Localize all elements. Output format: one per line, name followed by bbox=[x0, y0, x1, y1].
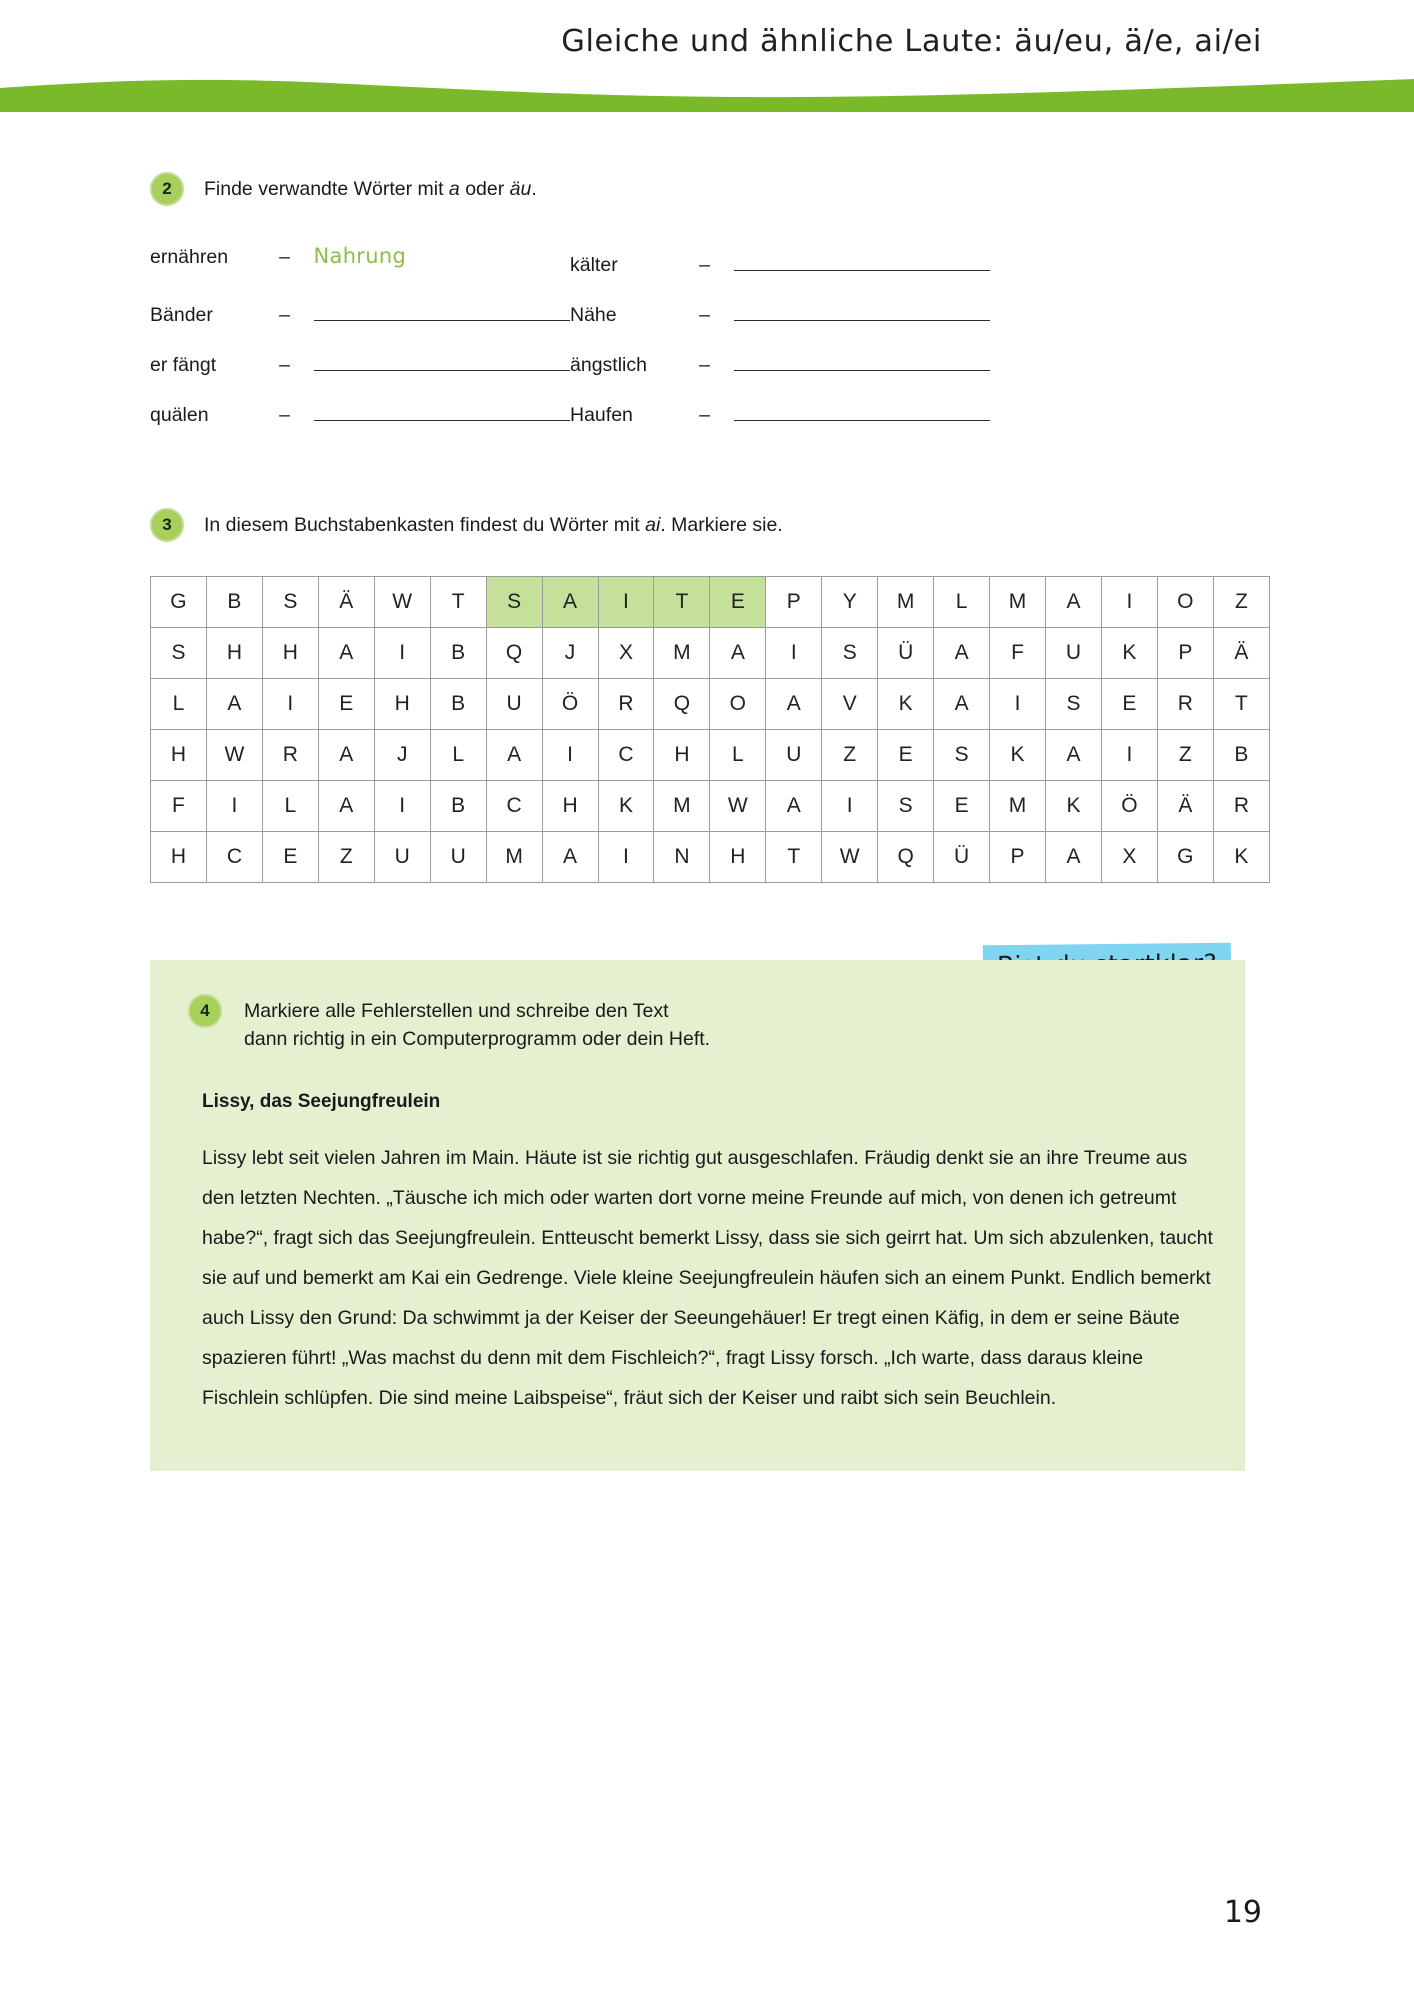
word-pair-prompt: ernähren bbox=[150, 246, 229, 268]
letter-grid-cell[interactable]: I bbox=[1101, 730, 1157, 781]
instruction-text-after: . Markiere sie. bbox=[660, 514, 783, 536]
letter-grid-cell[interactable]: G bbox=[151, 577, 207, 628]
letter-grid-cell[interactable]: E bbox=[318, 679, 374, 730]
word-pair-prompt: quälen bbox=[150, 404, 209, 426]
letter-grid-cell[interactable]: A bbox=[710, 628, 766, 679]
letter-grid-cell[interactable]: I bbox=[822, 781, 878, 832]
letter-grid-cell[interactable]: E bbox=[878, 730, 934, 781]
letter-grid-cell[interactable]: K bbox=[1213, 832, 1269, 883]
letter-grid-row bbox=[151, 832, 1270, 883]
letter-grid-cell[interactable]: A bbox=[318, 628, 374, 679]
letter-grid-cell[interactable]: I bbox=[374, 628, 430, 679]
letter-grid-cell[interactable]: A bbox=[318, 730, 374, 781]
exercise-3-instruction bbox=[204, 508, 783, 539]
letter-grid-cell[interactable]: S bbox=[486, 577, 542, 628]
letter-grid-cell[interactable]: K bbox=[598, 781, 654, 832]
letter-grid-cell[interactable]: H bbox=[206, 628, 262, 679]
letter-grid-cell[interactable]: U bbox=[430, 832, 486, 883]
letter-grid-cell[interactable]: C bbox=[486, 781, 542, 832]
letter-grid-cell[interactable]: Z bbox=[822, 730, 878, 781]
word-pair-prompt: Nähe bbox=[570, 304, 617, 326]
letter-grid-cell[interactable]: A bbox=[542, 832, 598, 883]
letter-grid-cell[interactable]: K bbox=[1046, 781, 1102, 832]
letter-grid-cell[interactable]: Q bbox=[486, 628, 542, 679]
letter-grid-cell[interactable]: W bbox=[206, 730, 262, 781]
word-pair-dash: – bbox=[699, 404, 710, 426]
letter-grid-row bbox=[151, 679, 1270, 730]
letter-grid-cell[interactable]: U bbox=[374, 832, 430, 883]
exercise-2-header bbox=[150, 172, 1270, 206]
word-pair-list bbox=[150, 244, 1270, 444]
letter-grid-cell[interactable]: A bbox=[1046, 577, 1102, 628]
letter-grid-cell[interactable]: Ä bbox=[1157, 781, 1213, 832]
word-pair-blank[interactable] bbox=[734, 244, 990, 271]
exercise-4-instruction-line2: dann richtig in ein Computerprogramm oder dein Heft. bbox=[244, 1027, 711, 1050]
word-pair-row bbox=[150, 294, 570, 344]
letter-grid-cell[interactable]: R bbox=[262, 730, 318, 781]
page-number: 19 bbox=[1223, 1895, 1262, 1930]
letter-grid-cell[interactable]: T bbox=[1213, 679, 1269, 730]
letter-grid-cell[interactable]: I bbox=[262, 679, 318, 730]
letter-grid-cell[interactable]: B bbox=[430, 679, 486, 730]
letter-grid-cell[interactable]: O bbox=[1157, 577, 1213, 628]
word-pair-answer[interactable] bbox=[314, 244, 570, 270]
letter-grid-cell[interactable]: L bbox=[262, 781, 318, 832]
exercise-4-header bbox=[188, 994, 1207, 1053]
letter-grid-cell[interactable]: S bbox=[151, 628, 207, 679]
letter-grid-cell[interactable]: A bbox=[1046, 730, 1102, 781]
letter-grid-cell[interactable]: R bbox=[1157, 679, 1213, 730]
word-pair-prompt: Bänder bbox=[150, 304, 213, 326]
letter-grid-cell[interactable]: S bbox=[878, 781, 934, 832]
letter-grid-cell[interactable]: M bbox=[654, 781, 710, 832]
letter-grid-cell[interactable]: M bbox=[990, 577, 1046, 628]
word-pair-blank[interactable] bbox=[314, 294, 570, 321]
letter-grid-cell[interactable]: L bbox=[430, 730, 486, 781]
letter-grid-cell[interactable]: A bbox=[1046, 832, 1102, 883]
letter-grid-cell[interactable]: W bbox=[710, 781, 766, 832]
letter-grid-cell[interactable]: Z bbox=[318, 832, 374, 883]
instruction-italic-a: a bbox=[448, 178, 460, 200]
letter-grid-cell[interactable]: C bbox=[206, 832, 262, 883]
letter-grid-wrapper bbox=[150, 576, 1270, 883]
letter-grid-cell[interactable]: V bbox=[822, 679, 878, 730]
letter-grid-cell[interactable]: F bbox=[990, 628, 1046, 679]
letter-grid-cell[interactable]: L bbox=[710, 730, 766, 781]
letter-grid-cell[interactable]: A bbox=[206, 679, 262, 730]
letter-grid-cell[interactable]: H bbox=[374, 679, 430, 730]
exercise-4-panel bbox=[150, 960, 1245, 1471]
word-pair-row bbox=[570, 294, 990, 344]
instruction-text-after: . bbox=[531, 178, 537, 200]
letter-grid-cell[interactable]: B bbox=[430, 781, 486, 832]
word-pair-blank[interactable] bbox=[734, 344, 990, 371]
word-pair-dash: – bbox=[279, 354, 290, 376]
letter-grid-row bbox=[151, 730, 1270, 781]
word-pair-row bbox=[150, 244, 570, 294]
letter-grid-cell[interactable]: A bbox=[542, 577, 598, 628]
word-pair-row bbox=[150, 344, 570, 394]
letter-grid-cell[interactable]: A bbox=[766, 781, 822, 832]
letter-grid-cell[interactable]: E bbox=[710, 577, 766, 628]
word-pair-dash: – bbox=[279, 404, 290, 426]
letter-grid-cell[interactable]: I bbox=[374, 781, 430, 832]
letter-grid-cell[interactable]: A bbox=[486, 730, 542, 781]
letter-grid-cell[interactable]: E bbox=[934, 781, 990, 832]
exercise-2 bbox=[150, 172, 1270, 444]
letter-grid-cell[interactable]: Ü bbox=[934, 832, 990, 883]
word-pair-blank[interactable] bbox=[314, 344, 570, 371]
letter-grid-cell[interactable]: K bbox=[990, 730, 1046, 781]
exercise-2-number: 2 bbox=[150, 172, 184, 206]
letter-grid-cell[interactable]: Ä bbox=[318, 577, 374, 628]
instruction-text-before: Finde verwandte Wörter mit bbox=[204, 178, 449, 200]
letter-grid-cell[interactable]: R bbox=[1213, 781, 1269, 832]
word-pair-prompt: ängstlich bbox=[570, 354, 647, 376]
letter-grid-cell[interactable]: H bbox=[542, 781, 598, 832]
letter-grid-cell[interactable]: I bbox=[1101, 577, 1157, 628]
letter-grid-cell[interactable]: P bbox=[1157, 628, 1213, 679]
letter-grid-cell[interactable]: W bbox=[822, 832, 878, 883]
word-pair-prompt: Haufen bbox=[570, 404, 633, 426]
instruction-italic-aeu: äu bbox=[509, 178, 532, 200]
letter-grid-cell[interactable]: M bbox=[654, 628, 710, 679]
word-pair-dash: – bbox=[279, 304, 290, 326]
letter-grid-cell[interactable]: E bbox=[1101, 679, 1157, 730]
exercise-4-number: 4 bbox=[188, 994, 222, 1028]
letter-grid-cell[interactable]: U bbox=[766, 730, 822, 781]
letter-grid-cell[interactable]: S bbox=[262, 577, 318, 628]
letter-grid-cell[interactable]: H bbox=[710, 832, 766, 883]
letter-grid-cell[interactable]: J bbox=[374, 730, 430, 781]
word-pair-dash: – bbox=[699, 254, 710, 276]
word-pair-row bbox=[570, 394, 990, 444]
letter-grid-cell[interactable]: Ö bbox=[1101, 781, 1157, 832]
letter-grid-cell[interactable]: I bbox=[598, 832, 654, 883]
word-pair-row bbox=[570, 244, 990, 294]
letter-grid-cell[interactable]: A bbox=[766, 679, 822, 730]
word-pair-dash: – bbox=[699, 304, 710, 326]
header-wave-decoration bbox=[0, 74, 1414, 112]
letter-grid-cell[interactable]: J bbox=[542, 628, 598, 679]
letter-grid[interactable] bbox=[150, 576, 1270, 883]
word-pair-answer-text: Nahrung bbox=[313, 244, 407, 268]
letter-grid-cell[interactable]: I bbox=[990, 679, 1046, 730]
letter-grid-cell[interactable]: E bbox=[262, 832, 318, 883]
exercise-3-number: 3 bbox=[150, 508, 184, 542]
letter-grid-cell[interactable]: Ö bbox=[542, 679, 598, 730]
instruction-text-middle: oder bbox=[459, 178, 510, 200]
word-pair-blank[interactable] bbox=[734, 394, 990, 421]
letter-grid-cell[interactable]: H bbox=[262, 628, 318, 679]
word-pair-blank[interactable] bbox=[734, 294, 990, 321]
letter-grid-cell[interactable]: X bbox=[598, 628, 654, 679]
letter-grid-cell[interactable]: Ü bbox=[878, 628, 934, 679]
exercise-2-instruction bbox=[204, 172, 537, 203]
letter-grid-cell[interactable]: T bbox=[654, 577, 710, 628]
word-pair-blank[interactable] bbox=[314, 394, 570, 421]
instruction-text-before: In diesem Buchstabenkasten findest du Wörter mit bbox=[204, 514, 646, 536]
word-pair-dash: – bbox=[279, 246, 290, 268]
letter-grid-row bbox=[151, 577, 1270, 628]
letter-grid-cell[interactable]: Y bbox=[822, 577, 878, 628]
page-title: Gleiche und ähnliche Laute: äu/eu, ä/e, ai/ei bbox=[561, 24, 1262, 59]
story-body: Lissy lebt seit vielen Jahren im Main. Häute ist sie richtig gut ausgeschlafen. Fräudig denkt sie an ihre Treume aus den letzten Nechten. „Täusche ich mich oder warten dort vorne meine Freunde auf mich, von denen ich getreumt habe?“, fragt sich das Seejungfreulein. Entteuscht bemerkt Lissy, dass sie sich geirrt hat. Um sich abzulenken, taucht sie auf und bemerkt am Kai ein Gedrenge. Viele kleine Seejungfreulein häufen sich an einem Punkt. Endlich bemerkt auch Lissy den Grund: Da schwimmt ja der Keiser der Seeungehäuer! Er tregt einen Käfig, in dem er seine Bäute spazieren führt! „Was machst du denn mit dem Fischleich?“, fragt Lissy forsch. „Ich warte, dass daraus kleine Fischlein schlüpfen. Die sind meine Laibspeise“, fräut sich der Keiser und raibt sich sein Beuchlein. bbox=[202, 1147, 1213, 1410]
letter-grid-cell[interactable]: B bbox=[1213, 730, 1269, 781]
story-title: Lissy, das Seejungfreulein bbox=[202, 1091, 441, 1113]
letter-grid-cell[interactable]: X bbox=[1101, 832, 1157, 883]
letter-grid-cell[interactable]: O bbox=[710, 679, 766, 730]
word-pair-row bbox=[150, 394, 570, 444]
letter-grid-cell[interactable]: A bbox=[934, 628, 990, 679]
letter-grid-cell[interactable]: U bbox=[1046, 628, 1102, 679]
letter-grid-cell[interactable]: F bbox=[151, 781, 207, 832]
exercise-4-instruction-line1: Markiere alle Fehlerstellen und schreibe den Text bbox=[244, 1000, 669, 1022]
letter-grid-cell[interactable]: Q bbox=[878, 832, 934, 883]
exercise-3-header bbox=[150, 508, 1270, 542]
letter-grid-cell[interactable]: A bbox=[934, 679, 990, 730]
letter-grid-cell[interactable]: M bbox=[878, 577, 934, 628]
letter-grid-cell[interactable]: H bbox=[151, 832, 207, 883]
letter-grid-cell[interactable]: H bbox=[151, 730, 207, 781]
letter-grid-cell[interactable]: I bbox=[598, 577, 654, 628]
letter-grid-cell[interactable]: C bbox=[598, 730, 654, 781]
letter-grid-cell[interactable]: B bbox=[430, 628, 486, 679]
letter-grid-cell[interactable]: P bbox=[990, 832, 1046, 883]
letter-grid-cell[interactable]: Z bbox=[1157, 730, 1213, 781]
letter-grid-cell[interactable]: T bbox=[766, 832, 822, 883]
exercise-3 bbox=[150, 508, 1270, 883]
letter-grid-cell[interactable]: M bbox=[486, 832, 542, 883]
letter-grid-cell[interactable]: L bbox=[151, 679, 207, 730]
word-pair-prompt: kälter bbox=[570, 254, 618, 276]
letter-grid-cell[interactable]: U bbox=[486, 679, 542, 730]
letter-grid-cell[interactable]: B bbox=[206, 577, 262, 628]
letter-grid-cell[interactable]: I bbox=[542, 730, 598, 781]
page-header bbox=[0, 0, 1414, 105]
letter-grid-cell[interactable]: I bbox=[766, 628, 822, 679]
exercise-4-instruction bbox=[244, 994, 710, 1053]
word-pair-row bbox=[570, 344, 990, 394]
letter-grid-cell[interactable]: S bbox=[934, 730, 990, 781]
letter-grid-cell[interactable]: W bbox=[374, 577, 430, 628]
letter-grid-cell[interactable]: M bbox=[990, 781, 1046, 832]
letter-grid-cell[interactable]: L bbox=[934, 577, 990, 628]
word-pair-prompt: er fängt bbox=[150, 354, 217, 376]
letter-grid-row bbox=[151, 781, 1270, 832]
letter-grid-cell[interactable]: K bbox=[1101, 628, 1157, 679]
letter-grid-cell[interactable]: Q bbox=[654, 679, 710, 730]
letter-grid-cell[interactable]: S bbox=[1046, 679, 1102, 730]
letter-grid-cell[interactable]: P bbox=[766, 577, 822, 628]
wave-shape bbox=[0, 74, 1414, 112]
letter-grid-cell[interactable]: G bbox=[1157, 832, 1213, 883]
word-pair-dash: – bbox=[699, 354, 710, 376]
letter-grid-cell[interactable]: H bbox=[654, 730, 710, 781]
letter-grid-cell[interactable]: Ä bbox=[1213, 628, 1269, 679]
letter-grid-cell[interactable]: Z bbox=[1213, 577, 1269, 628]
letter-grid-cell[interactable]: I bbox=[206, 781, 262, 832]
letter-grid-cell[interactable]: N bbox=[654, 832, 710, 883]
letter-grid-cell[interactable]: T bbox=[430, 577, 486, 628]
letter-grid-row bbox=[151, 628, 1270, 679]
letter-grid-cell[interactable]: S bbox=[822, 628, 878, 679]
letter-grid-cell[interactable]: R bbox=[598, 679, 654, 730]
letter-grid-cell[interactable]: A bbox=[318, 781, 374, 832]
letter-grid-cell[interactable]: K bbox=[878, 679, 934, 730]
instruction-italic-ai: ai bbox=[645, 514, 661, 536]
